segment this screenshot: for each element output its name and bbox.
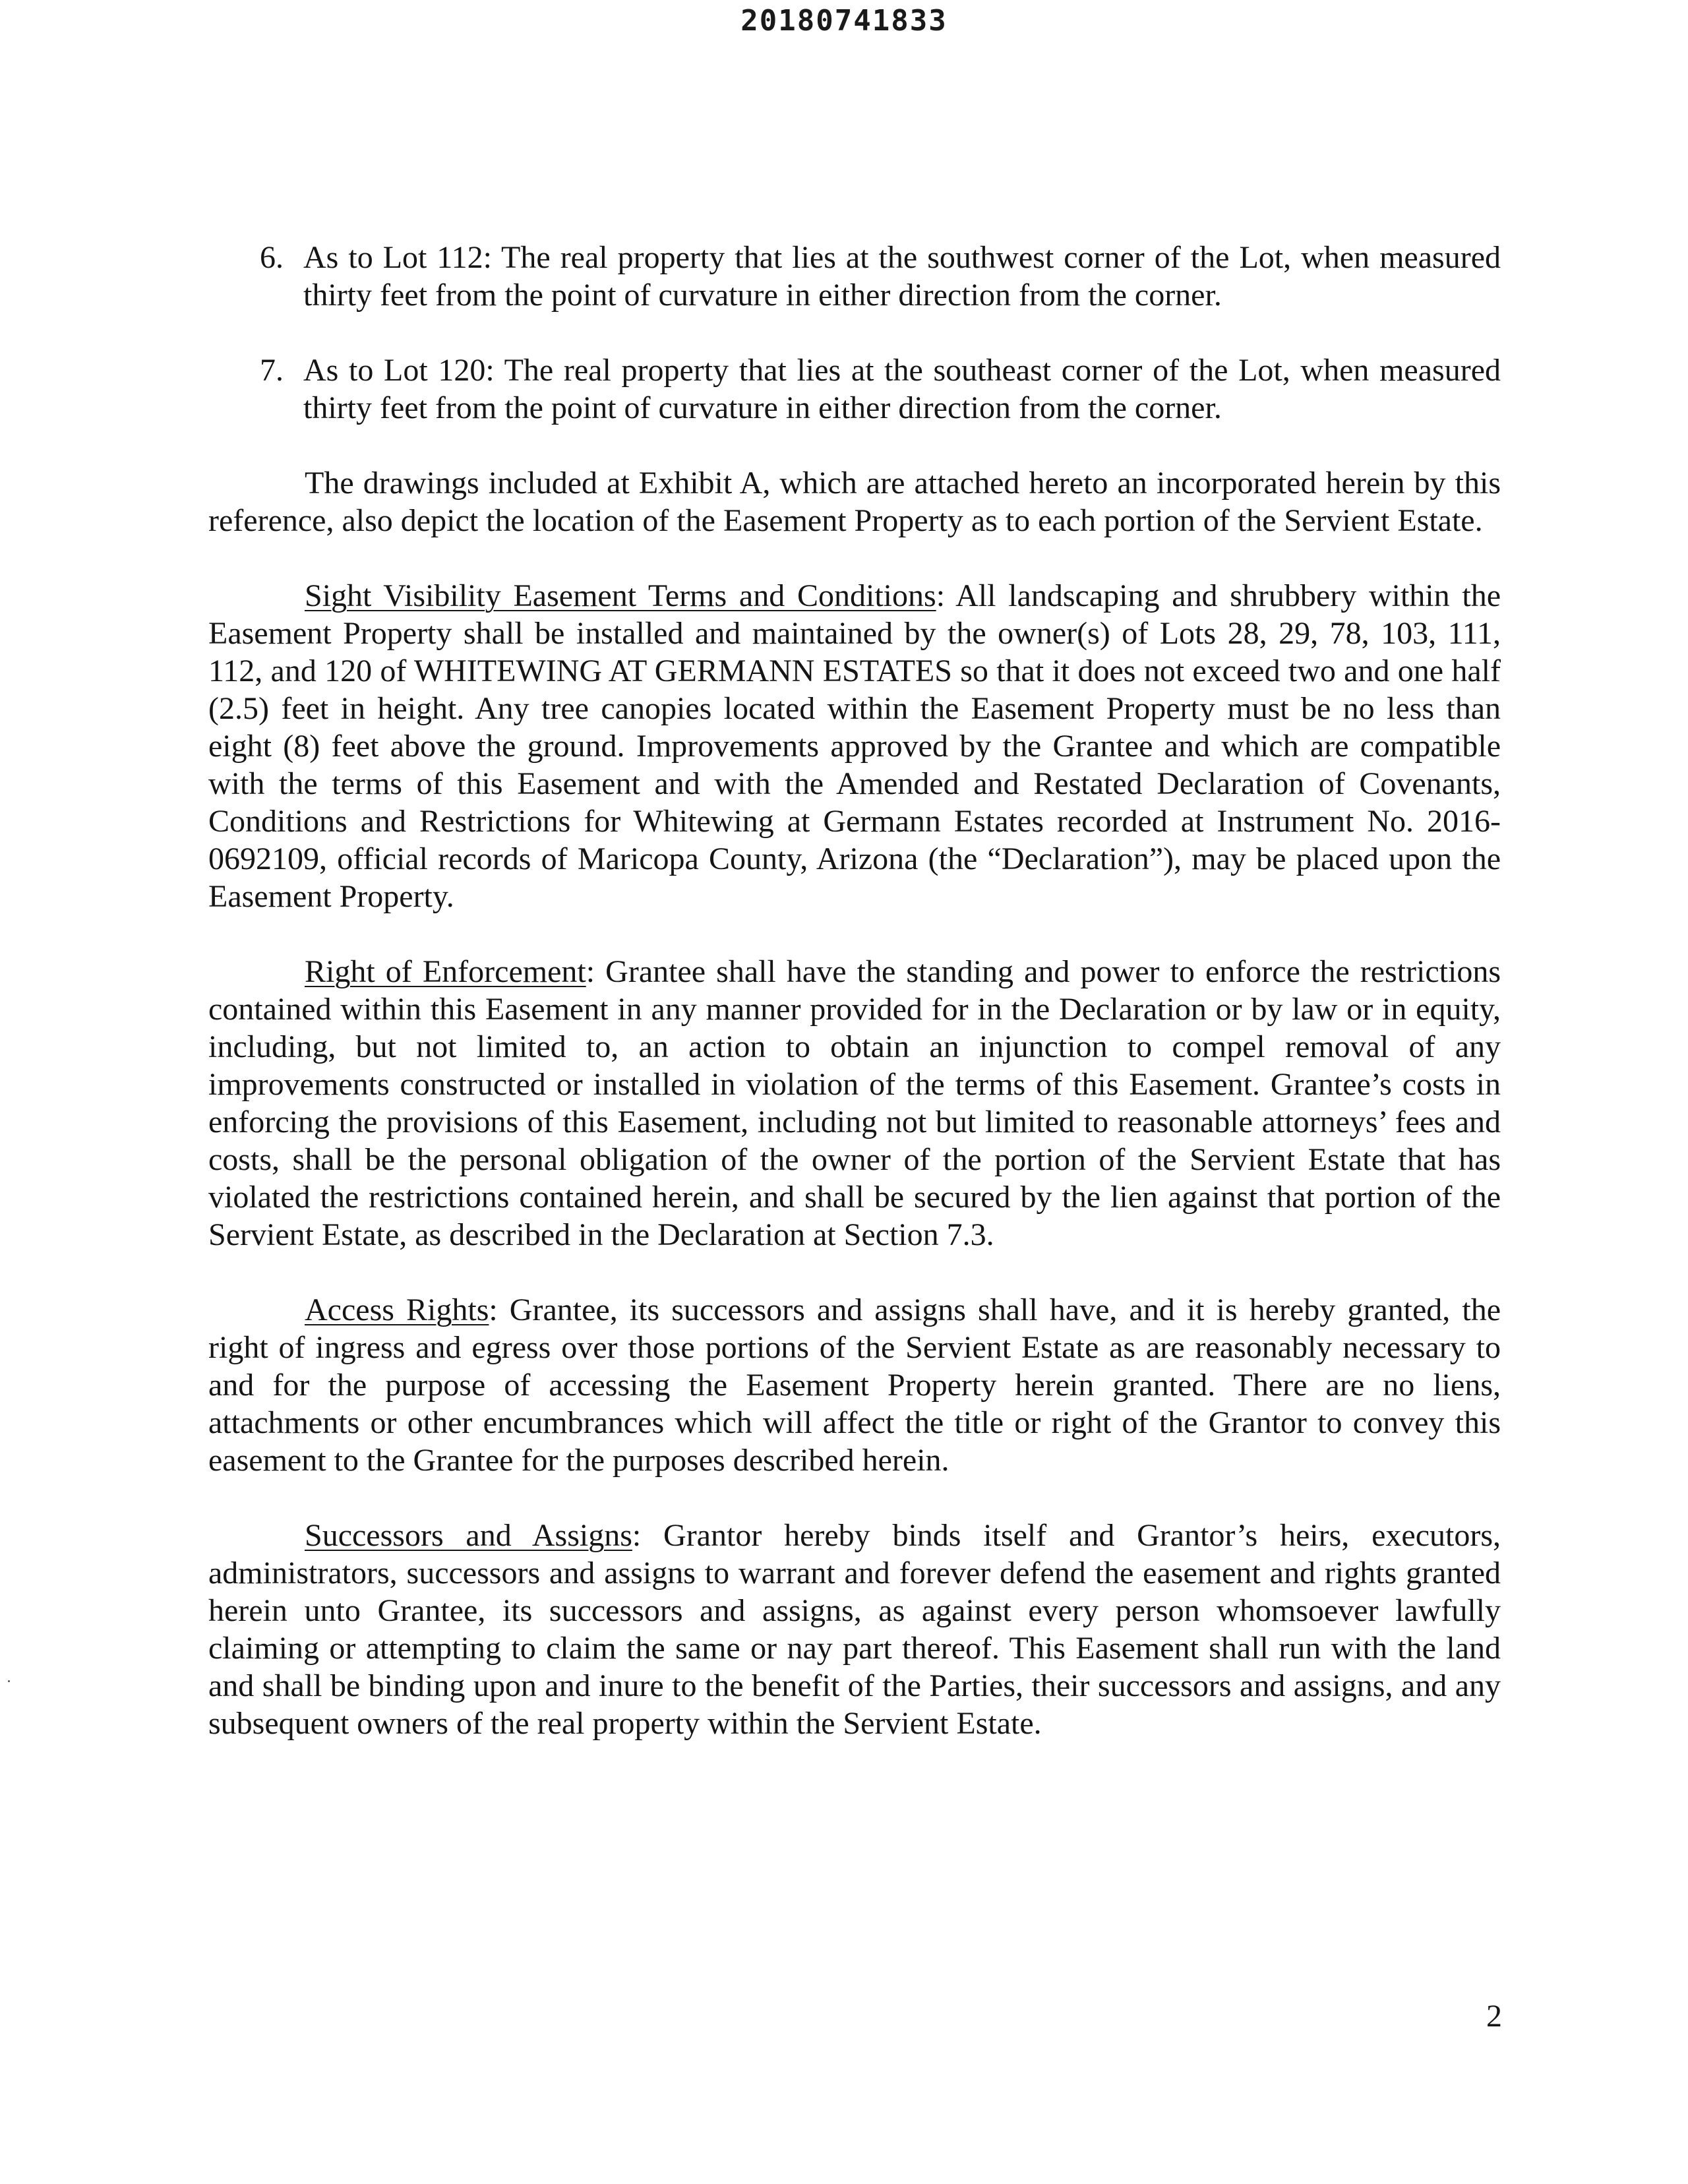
recording-number: 20180741833 xyxy=(740,4,948,38)
list-item-text: As to Lot 120: The real property that lies at the southeast corner of the Lot, when measured thirty feet from the point of curvature in either direction from the corner. xyxy=(303,353,1501,425)
paragraph-text: The drawings included at Exhibit A, which are attached hereto an incorporated herein by this reference, also depict the location of the Easement Property as to each portion of the Servient Estate. xyxy=(208,466,1501,538)
list-item-number: 7. xyxy=(260,353,284,388)
paragraph-access-rights xyxy=(208,1291,1501,1479)
page-number: 2 xyxy=(1486,1999,1502,2034)
list-item-number: 6. xyxy=(260,240,284,275)
paragraph-text: : Grantee, its successors and assigns shall have, and it is hereby granted, the right of ingress and egress over those portions of the Servient Estate as are reasonably necessary to and for the purpose of accessing the Easement Property herein granted. There are no liens, attachments or other encumbrances which will affect the title or right of the Grantor to convey this easement to the Grantee for the purposes described herein. xyxy=(208,1292,1501,1478)
paragraph-sight-visibility xyxy=(208,577,1501,915)
scan-speck xyxy=(8,1680,10,1682)
list-item-lot-120 xyxy=(208,351,1501,427)
document-body xyxy=(208,239,1501,1780)
paragraph-text: : Grantee shall have the standing and power to enforce the restrictions contained within this Easement in any manner provided for in the Declaration or by law or in equity, including, but not limited to, an action to obtain an injunction to compel removal of any improvements constructed or installed in violation of the terms of this Easement. Grantee’s costs in enforcing the provisions of this Easement, including not but limited to reasonable attorneys’ fees and costs, shall be the personal obligation of the owner of the portion of the Servient Estate that has violated the restrictions contained herein, and shall be secured by the lien against that portion of the Servient Estate, as described in the Declaration at Section 7.3. xyxy=(208,954,1501,1252)
list-item-lot-112 xyxy=(208,239,1501,314)
section-heading-sight-visibility: Sight Visibility Easement Terms and Conditions xyxy=(305,578,936,613)
section-heading-access-rights: Access Rights xyxy=(305,1292,489,1327)
paragraph-text: : Grantor hereby binds itself and Grantor’s heirs, executors, administrators, successors and assigns to warrant and forever defend the easement and rights granted herein unto Grantee, its successors and assigns, as against every person whomsoever lawfully claiming or attempting to claim the same or nay part thereof. This Easement shall run with the land and shall be binding upon and inure to the benefit of the Parties, their successors and assigns, and any subsequent owners of the real property within the Servient Estate. xyxy=(208,1518,1501,1741)
paragraph-successors-and-assigns xyxy=(208,1517,1501,1742)
paragraph-exhibit-a xyxy=(208,464,1501,539)
paragraph-text: : All landscaping and shrubbery within the Easement Property shall be installed and maintained by the owner(s) of Lots 28, 29, 78, 103, 111, 112, and 120 of WHITEWING AT GERMANN ESTATES so that it does not exceed two and one half (2.5) feet in height. Any tree canopies located within the Easement Property must be no less than eight (8) feet above the ground. Improvements approved by the Grantee and which are compatible with the terms of this Easement and with the Amended and Restated Declaration of Covenants, Conditions and Restrictions for Whitewing at Germann Estates recorded at Instrument No. 2016-0692109, official records of Maricopa County, Arizona (the “Declaration”), may be placed upon the Easement Property. xyxy=(208,578,1501,914)
paragraph-right-of-enforcement xyxy=(208,953,1501,1254)
section-heading-successors-and-assigns: Successors and Assigns xyxy=(305,1518,632,1553)
section-heading-right-of-enforcement: Right of Enforcement xyxy=(305,954,586,989)
list-item-text: As to Lot 112: The real property that lies at the southwest corner of the Lot, when measured thirty feet from the point of curvature in either direction from the corner. xyxy=(303,240,1501,313)
